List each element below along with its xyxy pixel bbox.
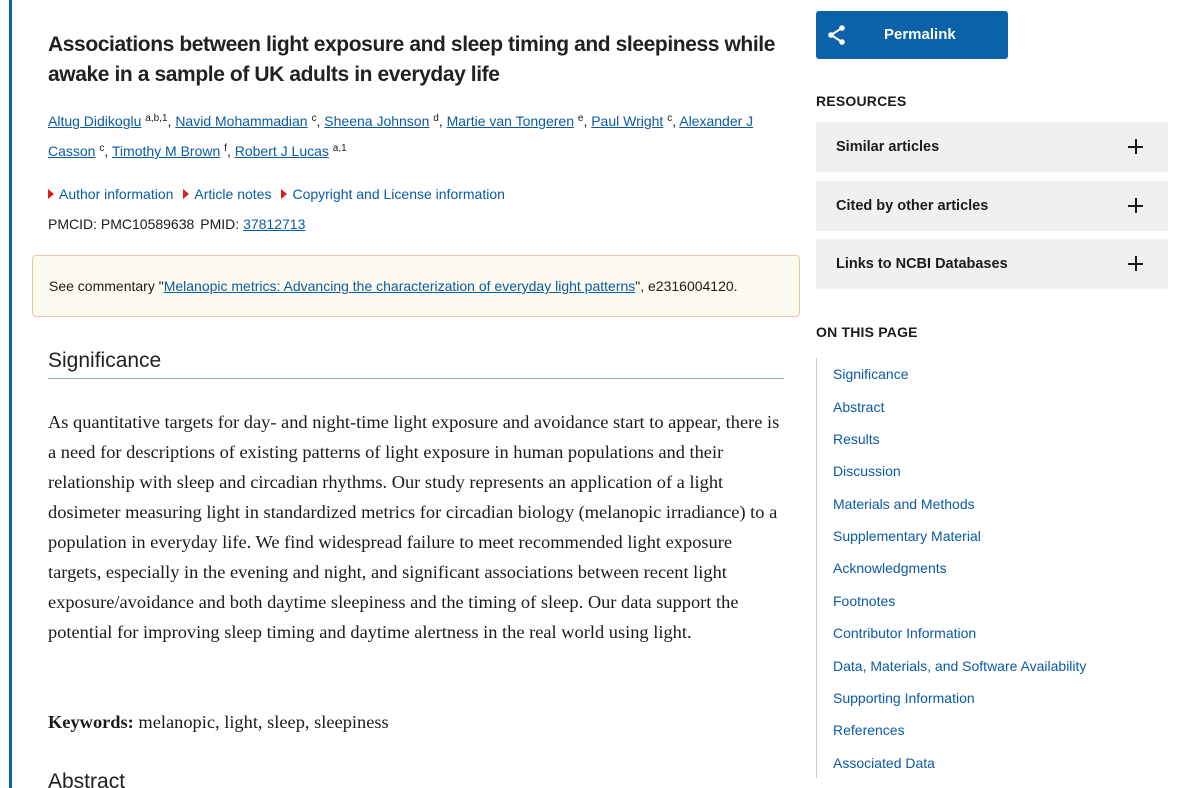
- toc-associated-data[interactable]: Associated Data: [833, 755, 935, 771]
- cited-by-label: Cited by other articles: [836, 198, 989, 214]
- author-separator: ,: [583, 113, 592, 129]
- author-link[interactable]: Navid Mohammadian: [175, 113, 308, 129]
- author-information-label: Author information: [59, 186, 174, 202]
- keywords: [48, 707, 788, 737]
- author-affiliation: a,1: [332, 143, 347, 154]
- pmid-label: PMID:: [200, 216, 244, 232]
- author-information-toggle[interactable]: [48, 184, 173, 204]
- resources-heading: RESOURCES: [816, 93, 907, 109]
- article-ids: [48, 214, 305, 234]
- author-separator: ,: [104, 143, 112, 159]
- caret-right-icon: [281, 189, 287, 199]
- significance-heading: Significance: [48, 347, 784, 379]
- article-title: Associations between light exposure and sleep timing and sleepiness while awake in a sample of UK adults in everyday life: [48, 33, 775, 86]
- ncbi-databases-label: Links to NCBI Databases: [836, 256, 1008, 272]
- toc-significance[interactable]: Significance: [833, 366, 909, 382]
- author-link[interactable]: Paul Wright: [591, 113, 664, 129]
- author-affiliation: c: [667, 113, 673, 124]
- toc-footnotes[interactable]: Footnotes: [833, 593, 896, 609]
- author-link[interactable]: Sheena Johnson: [324, 113, 430, 129]
- share-icon: [826, 24, 848, 46]
- author-affiliation: d: [433, 113, 439, 124]
- author-affiliation: a,b,1: [145, 113, 168, 124]
- permalink-button[interactable]: [816, 11, 1008, 59]
- commentary-link[interactable]: Melanopic metrics: Advancing the characterization of everyday light patterns: [163, 278, 636, 294]
- abstract-heading: Abstract: [48, 770, 126, 788]
- toc-supporting-information[interactable]: Supporting Information: [833, 690, 975, 706]
- keywords-list: melanopic, light, sleep, sleepiness: [133, 712, 389, 732]
- pmid-link[interactable]: 37812713: [243, 216, 306, 232]
- toc-contributor-information[interactable]: Contributor Information: [833, 625, 977, 641]
- pmcid: PMCID: PMC10589638: [48, 216, 195, 232]
- keywords-label: Keywords:: [48, 712, 134, 732]
- similar-articles-label: Similar articles: [836, 139, 940, 155]
- author-separator: ,: [438, 113, 447, 129]
- commentary-notice: [32, 255, 800, 317]
- toc-data-availability[interactable]: Data, Materials, and Software Availability: [833, 658, 1087, 674]
- significance-text: As quantitative targets for day- and night-time light exposure and avoidance start to appear, there is a need for descriptions of existing patterns of light exposure in human populations and their relationship with sleep and circadian rhythms. Our study represents an application of a light dosimeter measuring light in standardized metrics for circadian biology (melanopic irradiance) to a population in everyday life. We find widespread failure to meet recommended light exposure targets, especially in the evening and night, and significant associations between recent light exposure/avoidance and both daytime sleepiness and the timing of sleep. Our data support the potential for improving sleep timing and daytime alertness in the real world using light.: [48, 412, 780, 642]
- author-list: [48, 106, 788, 166]
- toc-abstract[interactable]: Abstract: [833, 399, 885, 415]
- author-affiliation: e: [577, 113, 584, 124]
- similar-articles-accordion[interactable]: [816, 122, 1168, 172]
- author-link[interactable]: Altug Didikoglu: [48, 113, 142, 129]
- author-affiliation: c: [311, 113, 317, 124]
- commentary-suffix: ", e2316004120.: [635, 278, 738, 294]
- author-separator: ,: [672, 113, 680, 129]
- left-accent-bar: [9, 0, 12, 788]
- toc-materials-methods[interactable]: Materials and Methods: [833, 496, 975, 512]
- on-this-page-heading: ON THIS PAGE: [816, 324, 918, 340]
- toc-acknowledgments[interactable]: Acknowledgments: [833, 560, 947, 576]
- toc-supplementary-material[interactable]: Supplementary Material: [833, 528, 981, 544]
- author-affiliation: c: [99, 143, 105, 154]
- author-affiliation: f: [224, 143, 227, 154]
- author-separator: ,: [167, 113, 176, 129]
- copyright-license-toggle[interactable]: [281, 184, 504, 204]
- author-link[interactable]: Alexander J Casson: [48, 113, 754, 159]
- plus-icon: [1128, 198, 1143, 213]
- author-link[interactable]: Robert J Lucas: [234, 143, 329, 159]
- toc-discussion[interactable]: Discussion: [833, 463, 901, 479]
- permalink-label: Permalink: [884, 26, 956, 43]
- author-link[interactable]: Martie van Tongeren: [446, 113, 574, 129]
- copyright-license-label: Copyright and License information: [292, 186, 505, 202]
- caret-right-icon: [48, 189, 54, 199]
- author-link[interactable]: Timothy M Brown: [111, 143, 221, 159]
- toc-references[interactable]: References: [833, 722, 905, 738]
- ncbi-databases-accordion[interactable]: [816, 239, 1168, 289]
- author-separator: ,: [316, 113, 325, 129]
- article-info-links: [48, 184, 505, 204]
- toc-results[interactable]: Results: [833, 431, 880, 447]
- on-this-page-nav: [816, 358, 1116, 778]
- commentary-prefix: See commentary ": [49, 278, 164, 294]
- caret-right-icon: [183, 189, 189, 199]
- cited-by-accordion[interactable]: [816, 181, 1168, 231]
- article-notes-label: Article notes: [194, 186, 272, 202]
- plus-icon: [1128, 139, 1143, 154]
- author-separator: ,: [226, 143, 235, 159]
- plus-icon: [1128, 256, 1143, 271]
- article-notes-toggle[interactable]: [183, 184, 271, 204]
